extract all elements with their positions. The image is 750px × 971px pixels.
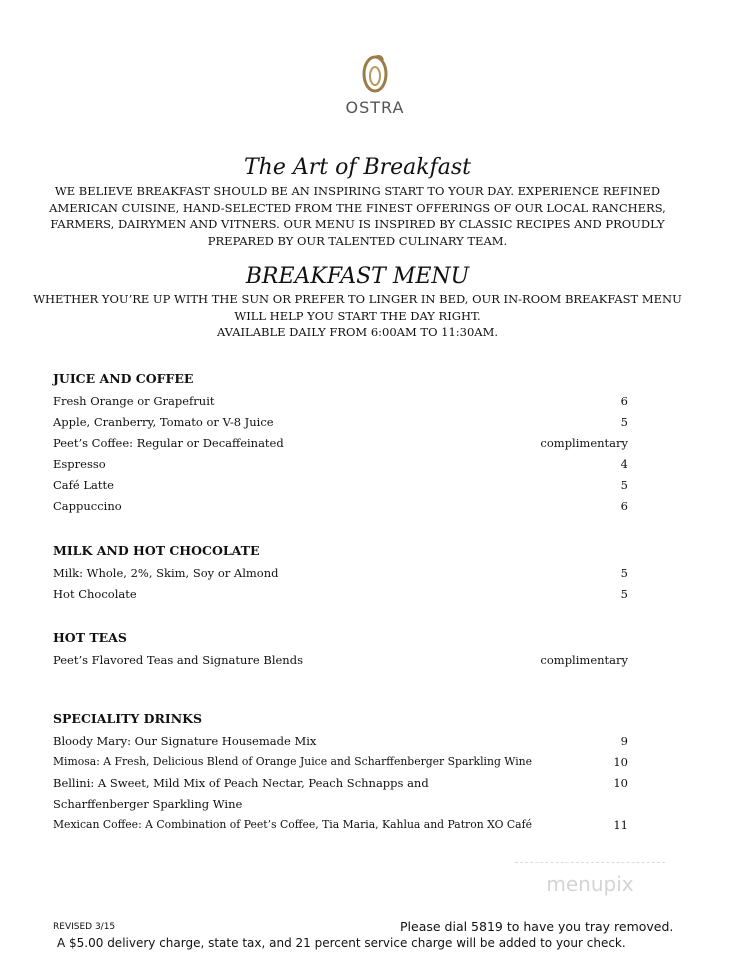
item-price: 5 (620, 587, 628, 601)
menu-intro (0, 291, 715, 341)
section-title-juice-coffee: JUICE AND COFFEE (53, 371, 194, 386)
ostra-oyster-icon (355, 52, 395, 94)
item-price: 10 (613, 755, 628, 769)
item-name: Mimosa: A Fresh, Delicious Blend of Orange Juice and Scharffenberger Sparkling Wine (53, 755, 533, 768)
item-name: Scharffenberger Sparkling Wine (53, 797, 243, 811)
item-price: 5 (620, 478, 628, 492)
item-name: Bloody Mary: Our Signature Housemade Mix (53, 734, 317, 748)
item-name: Milk: Whole, 2%, Skim, Soy or Almond (53, 566, 279, 580)
item-name: Café Latte (53, 478, 114, 492)
item-price: 11 (613, 818, 628, 832)
item-price: 5 (620, 415, 628, 429)
menu-title: BREAKFAST MENU (245, 264, 470, 289)
watermark-text: menupix (546, 872, 634, 896)
menupix-watermark (515, 862, 665, 912)
item-name: Hot Chocolate (53, 587, 137, 601)
brand-name: OSTRA (345, 98, 405, 117)
intro-line: AMERICAN CUISINE, HAND-SELECTED FROM THE FINEST OFFERINGS OF OUR LOCAL RANCHERS, (49, 200, 666, 215)
charges-note: A $5.00 delivery charge, state tax, and 21 percent service charge will be added to your check. (57, 936, 626, 950)
item-price: 4 (620, 457, 628, 471)
menu-intro-line: WILL HELP YOU START THE DAY RIGHT. (234, 308, 481, 323)
item-price: complimentary (540, 436, 628, 450)
tray-removal-note: Please dial 5819 to have you tray removed. (400, 919, 674, 934)
item-name: Espresso (53, 457, 106, 471)
item-price: 5 (620, 566, 628, 580)
menu-intro-line: WHETHER YOU’RE UP WITH THE SUN OR PREFER TO LINGER IN BED, OUR IN-ROOM BREAKFAST MENU (33, 292, 682, 306)
item-name: Apple, Cranberry, Tomato or V-8 Juice (53, 415, 274, 429)
item-price: 6 (620, 499, 628, 513)
revised-date: REVISED 3/15 (53, 922, 116, 932)
intro-line: FARMERS, DAIRYMEN AND VITNERS. OUR MENU IS INSPIRED BY CLASSIC RECIPES AND PROUDLY (50, 217, 665, 231)
intro-line: WE BELIEVE BREAKFAST SHOULD BE AN INSPIRING START TO YOUR DAY. EXPERIENCE REFINED (54, 184, 661, 198)
item-name: Peet’s Coffee: Regular or Decaffeinated (53, 436, 284, 450)
item-name: Bellini: A Sweet, Mild Mix of Peach Nectar, Peach Schnapps and (53, 776, 429, 790)
item-name: Cappuccino (53, 499, 122, 513)
intro-title: The Art of Breakfast (243, 155, 471, 180)
item-price: 6 (620, 394, 628, 408)
item-name: Fresh Orange or Grapefruit (53, 394, 215, 408)
intro-line: PREPARED BY OUR TALENTED CULINARY TEAM. (207, 233, 508, 248)
item-name: Peet’s Flavored Teas and Signature Blends (53, 653, 303, 667)
section-title-milk-chocolate: MILK AND HOT CHOCOLATE (53, 543, 260, 558)
section-title-speciality-drinks: SPECIALITY DRINKS (53, 711, 203, 726)
item-price: 9 (620, 734, 628, 748)
section-title-hot-teas: HOT TEAS (53, 630, 127, 645)
item-price: complimentary (540, 653, 628, 667)
ostra-logo (0, 52, 750, 117)
item-name: Mexican Coffee: A Combination of Peet’s Coffee, Tia Maria, Kahlua and Patron XO Café (53, 818, 532, 831)
menu-intro-line: AVAILABLE DAILY FROM 6:00AM TO 11:30AM. (216, 325, 499, 339)
item-price: 10 (613, 776, 628, 790)
intro-text (0, 183, 715, 249)
watermark-divider (515, 862, 665, 863)
